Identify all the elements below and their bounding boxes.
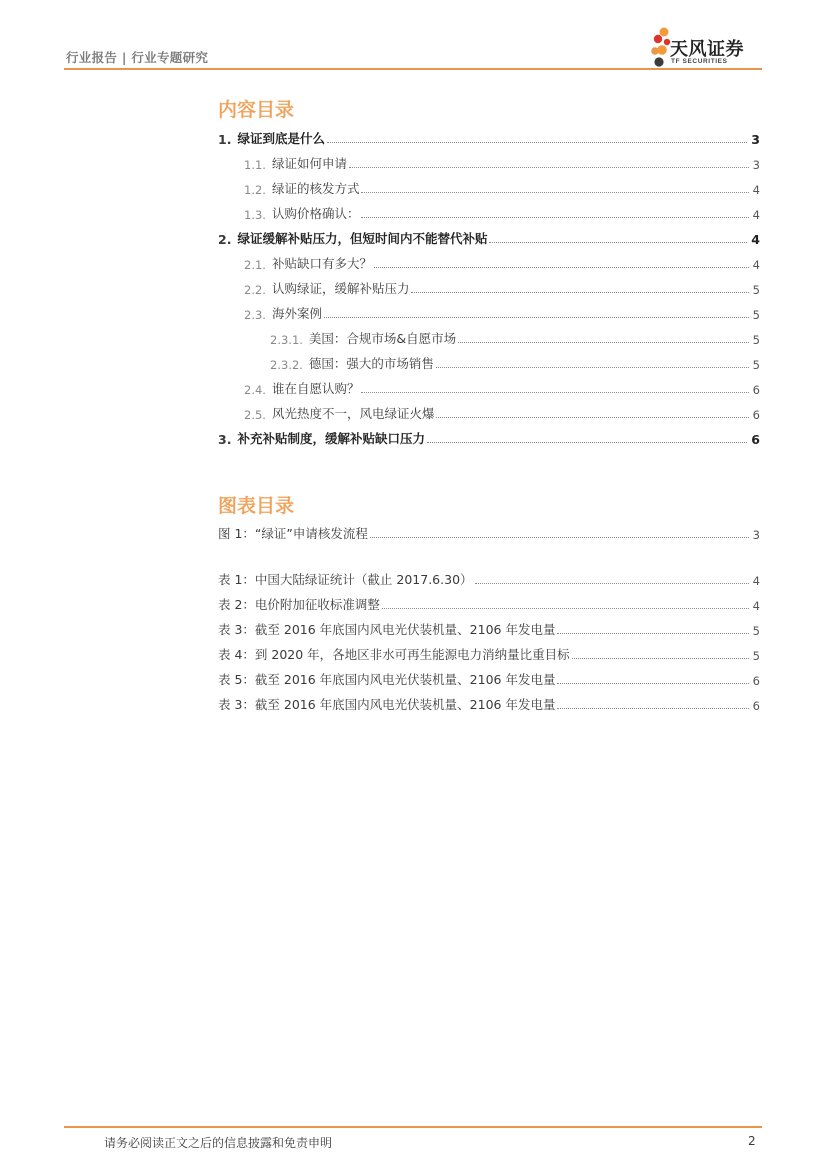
toc-entry-number: 1.2. bbox=[244, 183, 266, 197]
toc-entry-page: 4 bbox=[752, 208, 760, 222]
toc-entry-number: 3. bbox=[218, 432, 232, 447]
toc-entry-label: 认购绿证，缓解补贴压力 bbox=[271, 281, 410, 296]
toc-leader-dots bbox=[361, 216, 748, 218]
toc-entry[interactable] bbox=[244, 277, 760, 297]
toc-leader-dots bbox=[557, 632, 748, 634]
toc-entry-number: 2.3.1. bbox=[270, 333, 303, 347]
toc-entry-label: 绿证的核发方式 bbox=[271, 181, 360, 196]
toc-entry-number: 2.3.2. bbox=[270, 358, 303, 372]
toc-leader-dots bbox=[572, 657, 749, 659]
toc-entry-page: 3 bbox=[751, 132, 760, 147]
toc-entry[interactable] bbox=[218, 427, 760, 447]
toc-entry-label: 图 1：“绿证”申请核发流程 bbox=[218, 526, 368, 541]
page-number: 2 bbox=[748, 1134, 756, 1148]
toc-entry-label: 谁在自愿认购？ bbox=[271, 381, 360, 396]
toc-leader-dots bbox=[361, 391, 748, 393]
figure-table-entry[interactable] bbox=[218, 593, 760, 613]
toc-entry-label: 海外案例 bbox=[271, 306, 322, 321]
toc-entry-label: 美国：合规市场&自愿市场 bbox=[308, 331, 457, 346]
logo-name: 天风证券 bbox=[670, 39, 744, 60]
toc-entry-label: 绿证如何申请 bbox=[271, 156, 347, 171]
toc-leader-dots bbox=[557, 682, 748, 684]
toc-entry[interactable] bbox=[244, 302, 760, 322]
toc-entry[interactable] bbox=[218, 127, 760, 147]
toc-entry-page: 4 bbox=[752, 574, 760, 588]
toc-leader-dots bbox=[427, 441, 747, 443]
toc-entry-page: 5 bbox=[752, 358, 760, 372]
toc-entry-page: 6 bbox=[751, 432, 760, 447]
toc-entry-page: 3 bbox=[752, 528, 760, 542]
figure-table-entry[interactable] bbox=[218, 568, 760, 588]
figure-table-entry[interactable] bbox=[218, 693, 760, 713]
toc-entry-number: 1. bbox=[218, 132, 232, 147]
toc-leader-dots bbox=[489, 241, 747, 243]
toc-leader-dots bbox=[436, 366, 749, 368]
figure-table-entry[interactable] bbox=[218, 522, 760, 542]
toc-entry-page: 4 bbox=[752, 599, 760, 613]
toc-entry-label: 补贴缺口有多大？ bbox=[271, 256, 372, 271]
toc-entry-number: 2.5. bbox=[244, 408, 266, 422]
toc-entry[interactable] bbox=[244, 377, 760, 397]
toc-leader-dots bbox=[411, 291, 748, 293]
toc-leader-dots bbox=[324, 316, 749, 318]
toc-entry-label: 表 3：截至 2016 年底国内风电光伏装机量、2106 年发电量 bbox=[218, 622, 556, 637]
toc-entry[interactable] bbox=[244, 402, 760, 422]
toc-entry[interactable] bbox=[270, 327, 760, 347]
toc-entry-number: 2.4. bbox=[244, 383, 266, 397]
toc-entry-label: 表 2：电价附加征收标准调整 bbox=[218, 597, 380, 612]
toc-leader-dots bbox=[475, 582, 749, 584]
logo-subtitle: TF SECURITIES bbox=[671, 58, 728, 65]
toc-entry-page: 4 bbox=[752, 183, 760, 197]
toc-entry-page: 5 bbox=[752, 333, 760, 347]
toc-entry[interactable] bbox=[270, 352, 760, 372]
footer-disclaimer: 请务必阅读正文之后的信息披露和免责申明 bbox=[104, 1136, 333, 1150]
toc-entry-label: 绿证到底是什么 bbox=[237, 131, 325, 146]
toc-entry-label: 认购价格确认： bbox=[271, 206, 360, 221]
toc-entry-label: 表 1：中国大陆绿证统计（截止 2017.6.30） bbox=[218, 572, 473, 587]
toc-entry-number: 2. bbox=[218, 232, 232, 247]
header-divider bbox=[64, 68, 762, 70]
figure-table-entry[interactable] bbox=[218, 643, 760, 663]
toc-entry-number: 2.1. bbox=[244, 258, 266, 272]
toc-entry-number: 1.3. bbox=[244, 208, 266, 222]
toc-entry-label: 补充补贴制度，缓解补贴缺口压力 bbox=[237, 431, 425, 446]
toc-entry-page: 5 bbox=[752, 649, 760, 663]
figure-table-entry[interactable] bbox=[218, 618, 760, 638]
toc-leader-dots bbox=[327, 141, 747, 143]
toc-leader-dots bbox=[382, 607, 749, 609]
toc-entry-page: 5 bbox=[752, 283, 760, 297]
toc-entry-page: 6 bbox=[752, 699, 760, 713]
toc-leader-dots bbox=[374, 266, 749, 268]
footer-divider bbox=[64, 1126, 762, 1128]
toc-entry[interactable] bbox=[244, 152, 760, 172]
toc-entry[interactable] bbox=[244, 202, 760, 222]
toc-leader-dots bbox=[458, 341, 749, 343]
toc-entry-page: 6 bbox=[752, 408, 760, 422]
toc-leader-dots bbox=[557, 707, 748, 709]
toc-entry-page: 5 bbox=[752, 624, 760, 638]
toc-entry[interactable] bbox=[244, 177, 760, 197]
toc-entry-page: 6 bbox=[752, 674, 760, 688]
toc-entry-page: 6 bbox=[752, 383, 760, 397]
toc-entry-label: 表 5：截至 2016 年底国内风电光伏装机量、2106 年发电量 bbox=[218, 672, 556, 687]
contents-title: 内容目录 bbox=[218, 99, 295, 121]
figure-table-entry[interactable] bbox=[218, 668, 760, 688]
toc-leader-dots bbox=[349, 166, 749, 168]
toc-leader-dots bbox=[361, 191, 748, 193]
toc-entry[interactable] bbox=[244, 252, 760, 272]
toc-entry[interactable] bbox=[218, 227, 760, 247]
toc-entry-page: 4 bbox=[752, 258, 760, 272]
toc-leader-dots bbox=[370, 536, 749, 538]
figures-title: 图表目录 bbox=[218, 495, 295, 517]
toc-entry-label: 风光热度不一，风电绿证火爆 bbox=[271, 406, 435, 421]
toc-leader-dots bbox=[436, 416, 748, 418]
toc-entry-page: 3 bbox=[752, 158, 760, 172]
toc-entry-number: 1.1. bbox=[244, 158, 266, 172]
toc-entry-label: 绿证缓解补贴压力，但短时间内不能替代补贴 bbox=[237, 231, 488, 246]
toc-entry-page: 4 bbox=[751, 232, 760, 247]
toc-entry-page: 5 bbox=[752, 308, 760, 322]
toc-entry-label: 德国：强大的市场销售 bbox=[308, 356, 434, 371]
toc-entry-label: 表 3：截至 2016 年底国内风电光伏装机量、2106 年发电量 bbox=[218, 697, 556, 712]
toc-entry-number: 2.2. bbox=[244, 283, 266, 297]
breadcrumb: 行业报告 | 行业专题研究 bbox=[66, 50, 209, 65]
toc-entry-number: 2.3. bbox=[244, 308, 266, 322]
toc-entry-label: 表 4：到 2020 年，各地区非水可再生能源电力消纳量比重目标 bbox=[218, 647, 570, 662]
